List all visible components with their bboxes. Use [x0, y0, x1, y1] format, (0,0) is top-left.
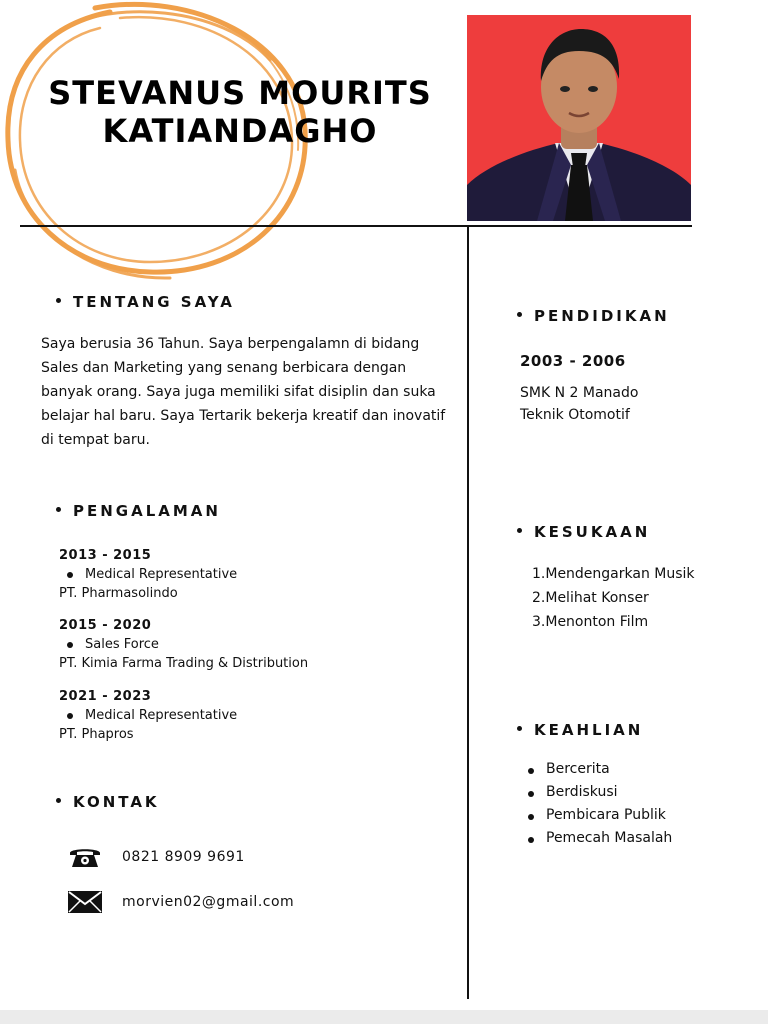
hobby-item — [532, 566, 695, 582]
hobby-label: Menonton Film — [545, 614, 649, 630]
education-details — [520, 382, 638, 426]
hobbies-heading — [517, 523, 650, 541]
envelope-icon — [66, 889, 104, 915]
heading-bullet — [56, 298, 61, 303]
hobby-item — [532, 614, 648, 630]
job-period: 2013 - 2015 — [59, 548, 152, 563]
contact-phone-row — [66, 844, 245, 870]
education-years: 2003 - 2006 — [520, 352, 626, 370]
job-role-label: Medical Representative — [85, 567, 238, 582]
job-role-label: Medical Representative — [85, 708, 238, 723]
experience-heading-label: PENGALAMAN — [73, 502, 221, 520]
experience-entry — [59, 546, 459, 603]
education-major: Teknik Otomotif — [520, 407, 630, 423]
experience-entry — [59, 687, 459, 744]
about-paragraph: Saya berusia 36 Tahun. Saya berpengalamn di bidang Sales dan Marketing yang senang berbicara dengan banyak orang. Saya juga memiliki sifat disiplin dan suka belajar hal baru. Saya Tertarik bekerja kreatif dan inovatif di tempat baru. — [41, 336, 446, 448]
column-divider — [467, 225, 469, 999]
job-period: 2015 - 2020 — [59, 618, 152, 633]
heading-bullet — [517, 726, 522, 731]
job-company: PT. Phapros — [59, 727, 134, 742]
skill-item — [528, 784, 618, 800]
page-bottom-strip — [0, 1010, 768, 1024]
hobby-number: 2. — [532, 590, 546, 606]
skill-item — [528, 761, 610, 777]
list-bullet — [528, 768, 534, 774]
contact-email-row — [66, 889, 294, 915]
about-heading-label: TENTANG SAYA — [73, 293, 235, 311]
about-heading — [56, 293, 235, 311]
skills-heading — [517, 721, 643, 739]
job-company: PT. Pharmasolindo — [59, 586, 178, 601]
header-divider — [20, 225, 692, 227]
heading-bullet — [517, 312, 522, 317]
hobbies-heading-label: KESUKAAN — [534, 523, 651, 541]
list-bullet — [67, 572, 73, 578]
list-bullet — [67, 713, 73, 719]
hobby-label: Melihat Konser — [545, 590, 649, 606]
contact-heading-label: KONTAK — [73, 793, 160, 811]
job-period: 2021 - 2023 — [59, 689, 152, 704]
hobby-item — [532, 590, 649, 606]
job-company: PT. Kimia Farma Trading & Distribution — [59, 656, 309, 671]
skill-label: Pembicara Publik — [546, 807, 666, 823]
heading-bullet — [517, 528, 522, 533]
skill-item — [528, 807, 666, 823]
profile-photo — [467, 15, 691, 221]
hobby-label: Mendengarkan Musik — [545, 566, 695, 582]
education-heading-label: PENDIDIKAN — [534, 307, 670, 325]
hobby-number: 3. — [532, 614, 546, 630]
education-heading — [517, 307, 670, 325]
skill-label: Bercerita — [546, 761, 610, 777]
education-school: SMK N 2 Manado — [520, 385, 639, 401]
skills-heading-label: KEAHLIAN — [534, 721, 644, 739]
list-bullet — [528, 837, 534, 843]
telephone-icon — [66, 844, 104, 870]
skill-label: Berdiskusi — [546, 784, 618, 800]
list-bullet — [67, 642, 73, 648]
portrait-illustration — [467, 15, 691, 221]
candidate-name — [30, 74, 450, 150]
skill-label: Pemecah Masalah — [546, 830, 673, 846]
job-role — [59, 565, 459, 584]
experience-entry — [59, 616, 459, 673]
heading-bullet — [56, 507, 61, 512]
skill-item — [528, 830, 672, 846]
job-role-label: Sales Force — [85, 637, 159, 652]
job-role — [59, 706, 459, 725]
name-line-1: STEVANUS MOURITS — [48, 74, 432, 112]
contact-email[interactable]: morvien02@gmail.com — [122, 894, 295, 910]
experience-heading — [56, 502, 221, 520]
heading-bullet — [56, 798, 61, 803]
name-line-2: KATIANDAGHO — [102, 112, 378, 150]
hobby-number: 1. — [532, 566, 546, 582]
list-bullet — [528, 791, 534, 797]
list-bullet — [528, 814, 534, 820]
contact-heading — [56, 793, 160, 811]
contact-phone[interactable]: 0821 8909 9691 — [122, 849, 245, 865]
job-role — [59, 635, 459, 654]
